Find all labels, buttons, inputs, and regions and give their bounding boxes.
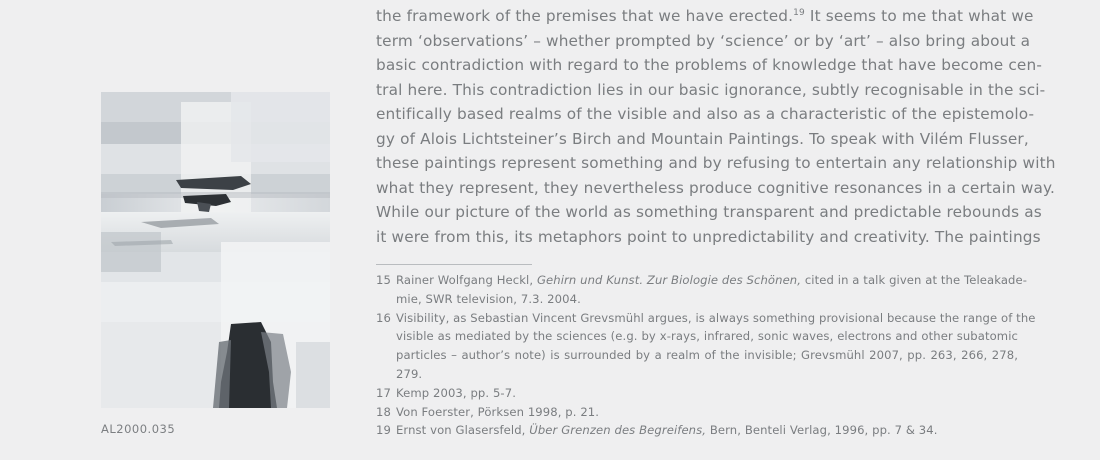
body-line [376, 29, 1031, 54]
body-text-segment: entifically based realms of the visible and also as a characteristic of the epistemolo- [376, 105, 1035, 123]
footnote-text: mie, SWR television, 7.3. 2004. [396, 291, 581, 306]
body-line [376, 53, 1043, 78]
body-line [376, 127, 1029, 152]
footnote-text: cited in a talk given at the Teleakade- [801, 273, 1028, 287]
footnote-line [396, 290, 1018, 309]
footnote-line [396, 271, 1028, 290]
footnote-line [396, 309, 1036, 328]
footnote-text: Bern, Benteli Verlag, 1996, pp. 7 & 34. [706, 423, 938, 438]
footnote-number: 18 [376, 404, 391, 419]
footnote-number: 16 [376, 310, 391, 325]
footnote-reference: 19 [793, 8, 805, 18]
body-text-segment: what they represent, they nevertheless produce cognitive resonances in a certain way. [376, 178, 1056, 197]
body-line [376, 225, 1041, 250]
footnote-text: visible as mediated by the sciences (e.g. by x-rays, infrared, sonic waves, electrons and other subatomic [396, 329, 1018, 344]
footnote-line [396, 327, 1018, 346]
footnote-line [396, 384, 1018, 403]
footnote-line [396, 421, 1018, 440]
footnote-item [376, 403, 1018, 422]
footnote-number: 17 [376, 385, 391, 400]
body-line [376, 102, 1035, 127]
footnote-item [376, 309, 1036, 384]
body-line [376, 4, 1034, 29]
body-text-segment: While our picture of the world as something transparent and predictable rebounds as [376, 203, 1042, 221]
artwork-caption: AL2000.035 [101, 422, 176, 436]
footnote-line [396, 365, 1018, 384]
body-line [376, 200, 1042, 225]
footnote-title: Gehirn und Kunst. Zur Biologie des Schönen, [536, 273, 802, 287]
footnotes [376, 271, 1036, 440]
footnote-text: particles – author’s note) is surrounded by a realm of the invisible; Grevsmühl 2007, pp. 263, 266, 278, [396, 348, 1018, 363]
footnote-item [376, 271, 1028, 309]
footnote-title: Über Grenzen des Begreifens, [529, 423, 707, 438]
body-text-segment: It seems to me that what we [804, 7, 1034, 25]
body-line [376, 78, 1046, 103]
body-text-segment: tral here. This contradiction lies in our basic ignorance, subtly recognisable in the sci- [376, 80, 1046, 99]
footnote-divider [376, 264, 532, 265]
body-text-segment: gy of Alois Lichtsteiner’s Birch and Mountain Paintings. To speak with Vilém Flusser, [376, 129, 1029, 148]
painting-image [101, 92, 330, 408]
body-text-segment: the framework of the premises that we have erected. [376, 7, 794, 25]
footnote-text: Kemp 2003, pp. 5-7. [396, 385, 516, 400]
body-text-segment: term ‘observations’ – whether prompted by ‘science’ or by ‘art’ – also bring about a [376, 31, 1031, 50]
body-text-segment: it were from this, its metaphors point to unpredictability and creativity. The paintings [376, 227, 1041, 246]
footnote-text: Visibility, as Sebastian Vincent Grevsmühl argues, is always something provisional because the range of the [396, 310, 1036, 325]
body-text-segment: these paintings represent something and by refusing to entertain any relationship with [376, 154, 1056, 172]
footnote-text: 279. [396, 366, 423, 381]
footnote-line [396, 403, 1018, 422]
footnote-item [376, 384, 1018, 403]
body-text [376, 4, 1056, 249]
painting-illustration [101, 92, 330, 408]
footnote-text: Rainer Wolfgang Heckl, [396, 273, 537, 287]
body-text-segment: basic contradiction with regard to the problems of knowledge that have become cen- [376, 56, 1043, 74]
body-line [376, 151, 1056, 176]
footnote-line [396, 346, 1018, 365]
body-line [376, 176, 1056, 201]
footnote-text: Von Foerster, Pörksen 1998, p. 21. [396, 404, 600, 419]
footnote-number: 19 [376, 423, 391, 438]
footnote-number: 15 [376, 273, 391, 287]
footnote-text: Ernst von Glasersfeld, [396, 423, 530, 438]
footnote-item [376, 421, 1018, 440]
